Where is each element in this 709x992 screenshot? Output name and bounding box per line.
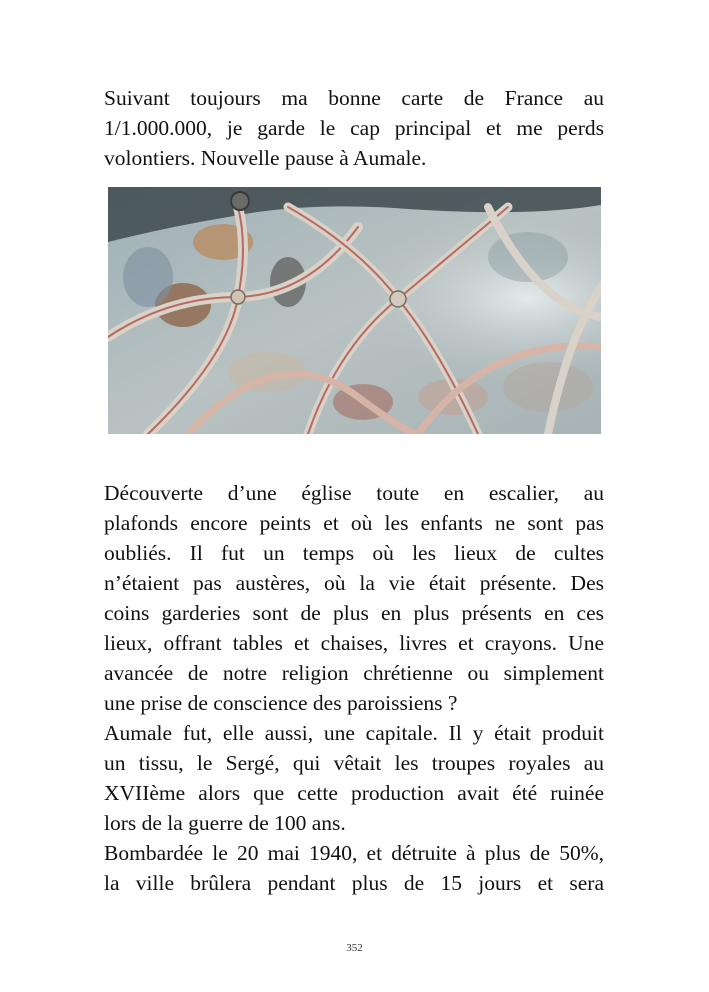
text-line: une prise de conscience des paroissiens ? [104, 691, 458, 715]
text-line: volontiers. Nouvelle pause à Aumale. [104, 146, 427, 170]
text-line: n’étaient pas austères, où la vie était présente. Des [104, 571, 604, 595]
paragraph-intro [104, 83, 604, 173]
text-line: coins garderies sont de plus en plus présents en ces [104, 601, 604, 625]
text-line: plafonds encore peints et où les enfants ne sont pas [104, 511, 604, 535]
text-line: lors de la guerre de 100 ans. [104, 811, 346, 835]
text-line: XVIIème alors que cette production avait été ruinée [104, 781, 604, 805]
text-line: Aumale fut, elle aussi, une capitale. Il y était produit [104, 721, 604, 745]
text-line: 1/1.000.000, je garde le cap principal et me perds [104, 116, 604, 140]
paragraph-aumale [104, 478, 604, 898]
text-line: Suivant toujours ma bonne carte de France au [104, 86, 604, 110]
text-line: Bombardée le 20 mai 1940, et détruite à plus de 50%, [104, 841, 604, 865]
text-line: oubliés. Il fut un temps où les lieux de cultes [104, 541, 604, 565]
text-line: Découverte d’une église toute en escalier, au [104, 481, 604, 505]
text-line: un tissu, le Sergé, qui vêtait les troupes royales au [104, 751, 604, 775]
text-line: lieux, offrant tables et chaises, livres et crayons. Une [104, 631, 604, 655]
text-line: avancée de notre religion chrétienne ou simplement [104, 661, 604, 685]
page-number: 352 [346, 942, 363, 954]
church-vault-photo [108, 187, 601, 434]
text-line: la ville brûlera pendant plus de 15 jours et sera [104, 871, 604, 895]
